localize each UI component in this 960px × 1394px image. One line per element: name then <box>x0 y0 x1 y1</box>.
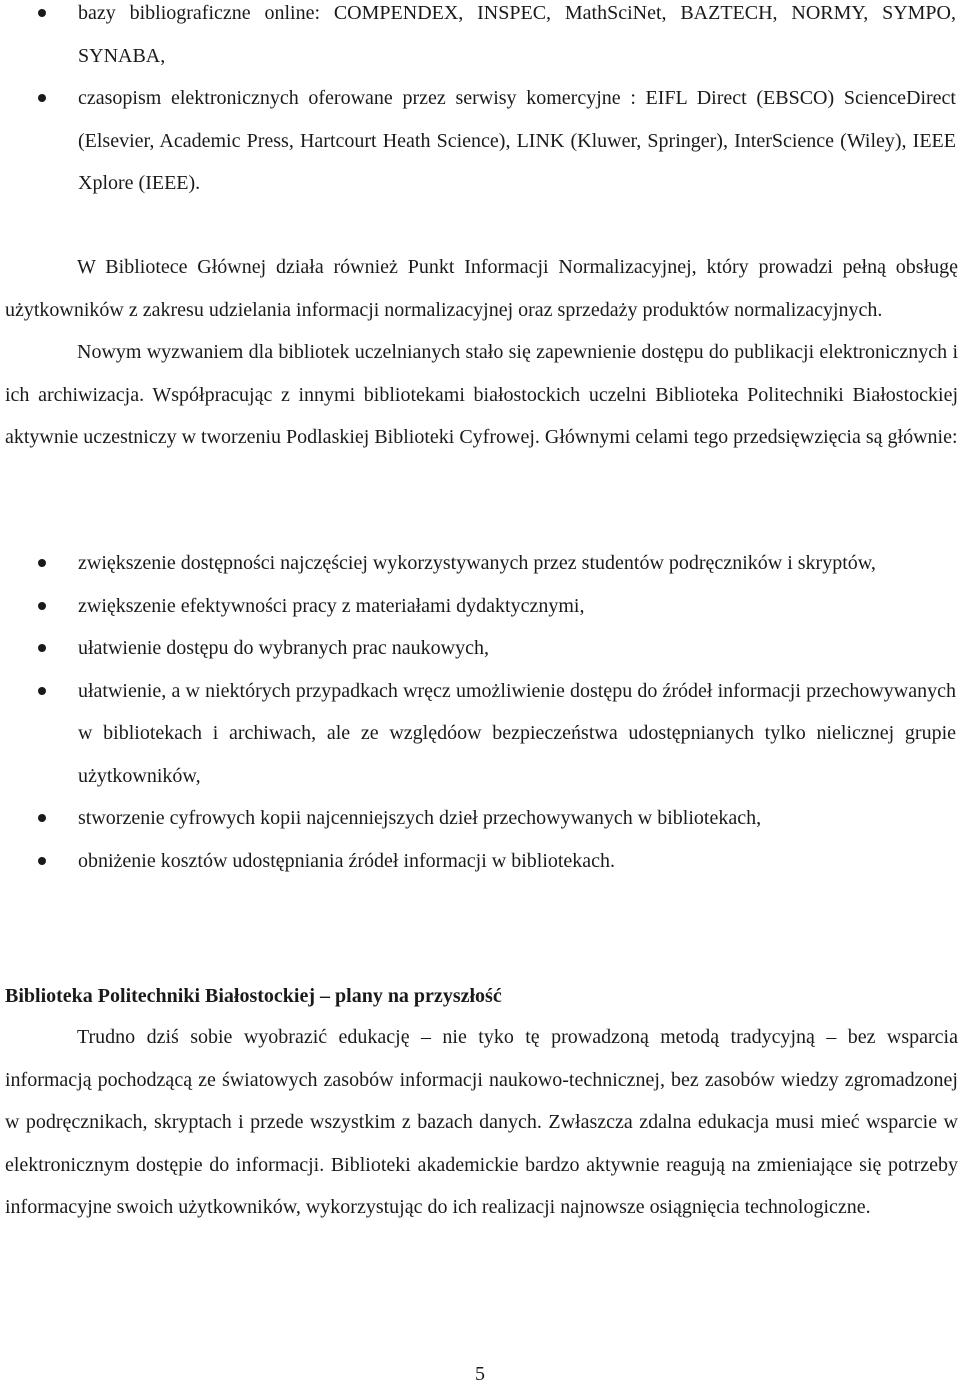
body-paragraphs <box>5 246 958 459</box>
bullet-icon <box>38 814 46 822</box>
list-item-text: zwiększenie efektywności pracy z materiałami dydaktycznymi, <box>78 594 585 617</box>
page-number: 5 <box>475 1363 485 1385</box>
list-item <box>0 542 958 585</box>
section-body <box>5 1016 958 1229</box>
bullet-icon <box>38 94 46 102</box>
list-item <box>0 670 958 798</box>
list-item-text: ułatwienie, a w niektórych przypadkach wręcz umożliwienie dostępu do źródeł informacji przechowywanych w bibliotekach i archiwach, ale ze względóow bezpieczeństwa udostępnianych tylko nielicznej grupie użytkowników, <box>78 679 956 787</box>
list-item-text: zwiększenie dostępności najczęściej wykorzystywanych przez studentów podręczników i skryptów, <box>78 552 876 574</box>
bullet-icon <box>38 559 46 567</box>
list-item-text: ułatwienie dostępu do wybranych prac naukowych, <box>78 637 489 659</box>
bullet-icon <box>38 857 46 865</box>
list-item <box>0 77 958 205</box>
list-item <box>0 585 958 628</box>
digital-library-goals-list <box>0 542 958 882</box>
list-item <box>0 0 958 77</box>
section-heading: Biblioteka Politechniki Białostockiej – plany na przyszłość <box>5 985 502 1007</box>
bullet-icon <box>38 9 46 17</box>
list-item <box>0 627 958 670</box>
bullet-icon <box>38 602 46 610</box>
paragraph-normalization-point: W Bibliotece Głównej działa również Punkt Informacji Normalizacyjnej, który prowadzi pełną obsługę użytkowników z zakresu udzielania informacji normalizacyjnej oraz sprzedaży produktów normalizacyjnych. <box>5 256 958 321</box>
list-item-text: stworzenie cyfrowych kopii najcenniejszych dzieł przechowywanych w bibliotekach, <box>78 807 762 829</box>
list-item <box>0 797 958 840</box>
paragraph-future-plans: Trudno dziś sobie wyobrazić edukację – nie tyko tę prowadzoną metodą tradycyjną – bez wsparcia informacją pochodzącą ze światowych zasobów informacji naukowo-technicznej, bez zasobów wiedzy zgromadzonej w podręcznikach, skryptach i przede wszystkim z bazach danych. Zwłaszcza zdalna edukacja musi mieć wsparcie w elektronicznym dostępie do informacji. Biblioteki akademickie bardzo aktywnie reagują na zmieniające się potrzeby informacyjne swoich użytkowników, wykorzystując do ich realizacji najnowsze osiągnięcia technologiczne. <box>5 1026 958 1218</box>
list-item <box>0 840 958 883</box>
list-item-text: bazy bibliograficzne online: COMPENDEX, INSPEC, MathSciNet, BAZTECH, NORMY, SYMPO, SYNABA, <box>78 2 956 67</box>
paragraph-digital-library: Nowym wyzwaniem dla bibliotek uczelnianych stało się zapewnienie dostępu do publikacji elektronicznych i ich archiwizacja. Współpracując z innymi bibliotekami białostockich uczelni Biblioteka Politechniki Białostockiej aktywnie uczestniczy w tworzeniu Podlaskiej Biblioteki Cyfrowej. Głównymi celami tego przedsięwzięcia są głównie: <box>5 341 958 448</box>
bullet-icon <box>38 687 46 695</box>
bullet-icon <box>38 644 46 652</box>
resources-list <box>0 0 958 205</box>
list-item-text: obniżenie kosztów udostępniania źródeł informacji w bibliotekach. <box>78 849 616 872</box>
list-item-text: czasopism elektronicznych oferowane przez serwisy komercyjne : EIFL Direct (EBSCO) ScienceDirect (Elsevier, Academic Press, Hartcourt Heath Science), LINK (Kluwer, Springer), InterScience (Wiley), IEEE Xplore (IEEE). <box>78 87 956 194</box>
